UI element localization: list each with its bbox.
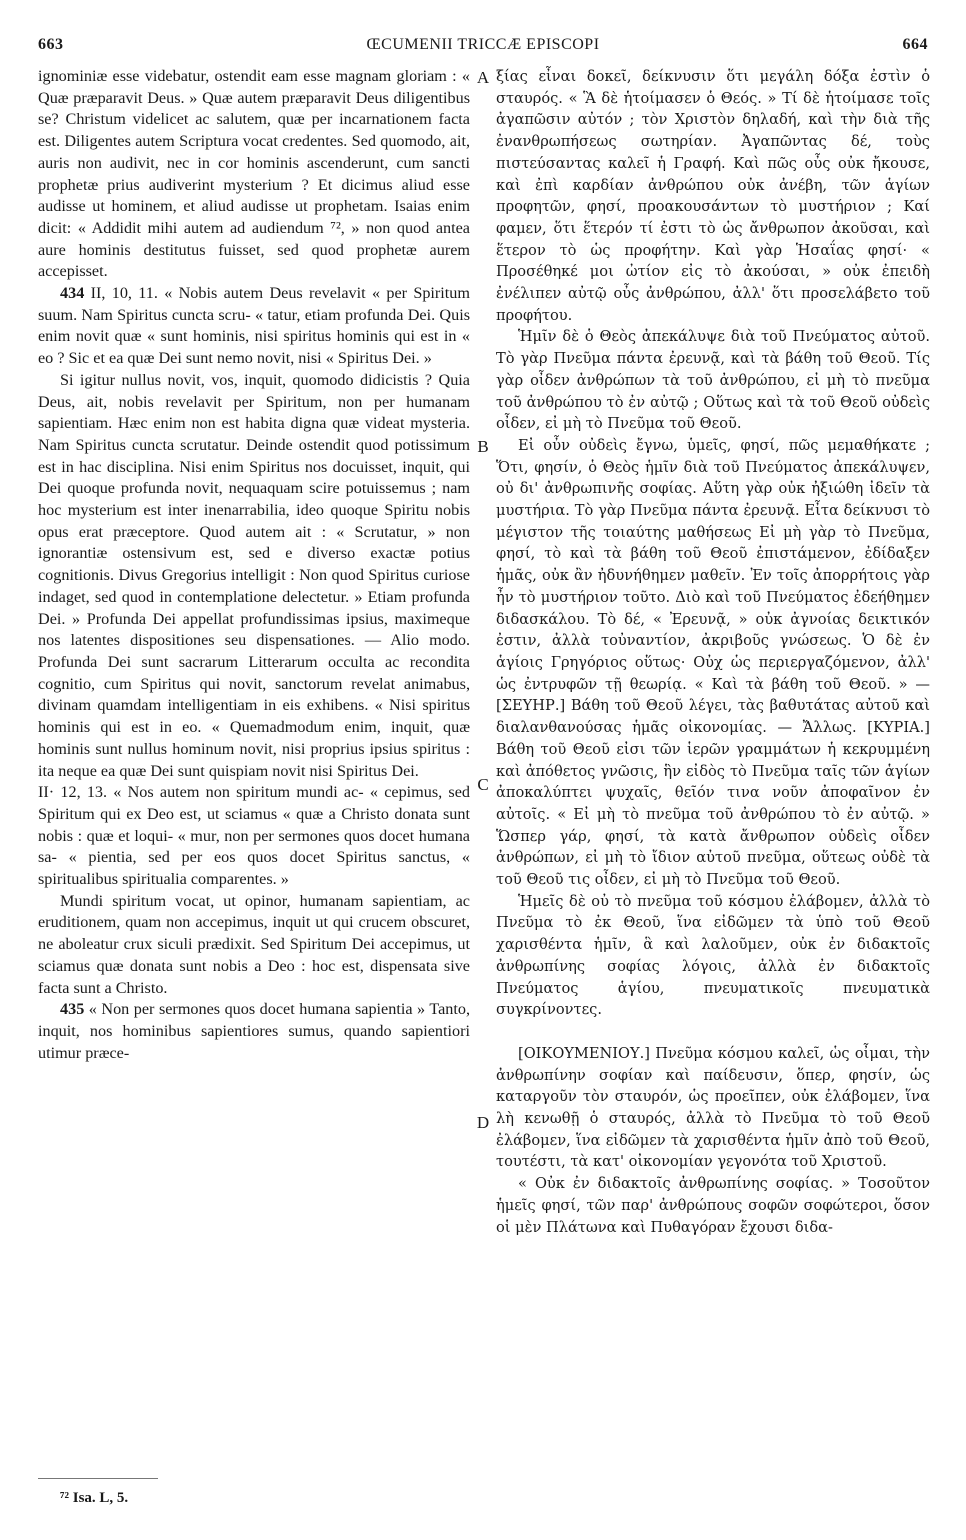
- latin-paragraph-1: ignominiæ esse videbatur, ostendit eam esse magnam gloriam : « Quæ præparavit Deus. » Quæ autem præparavit Deus diligentibus se? Christum videlicet ac salutem, quæ per incarnationem facta est. Diligentes autem Scriptura vocat credentes. Sed quomodo, ait, auris non audivit, nec in cor hominis ascenderunt, cum sancti prophetæ prius audiverint mysterium ? Et dicimus aliud esse audisse ut hominem, et aliud audisse ut prophetam. Isaias enim dicit: « Addidit mihi autem ad audiendum ⁷², » non quod antea aure hominis destitutus fuisset, sed quod prophetæ aurem accepisset.: [38, 67, 470, 281]
- greek-paragraph-1: ξίας εἶναι δοκεῖ, δείκνυσιν ὅτι μεγάλη δόξα ἐστὶν ὁ σταυρός. « Ἃ δὲ ἡτοίμασεν ὁ Θεός. » Τί δὲ ἡτοίμασε τοῖς ἀγαπῶσιν αὐτόν ; τὸν Χριστὸν δηλαδή, καὶ τὴν διὰ τῆς ἐνανθρωπήσεως σωτηρίαν. Ἀγαπῶντας δέ, τοὺς πιστεύσαντας καλεῖ ἡ Γραφή. Καὶ πῶς οὖς οὐκ ἤκουσε, καὶ ἐπὶ καρδίαν ἀνθρώπου οὐκ ἀνέβη, τῶν ἁγίων προφητῶν, φησί, προακουσάντων τὸ μυστήριον ; Καί φαμεν, ὅτι ἕτερόν τί ἐστι τὸ ὡς ἄνθρωπον ἀκοῦσαι, καὶ ἕτερον τὸ ὡς προφήτην. Καὶ γὰρ Ἡσαΐας φησί· « Προσέθηκέ μοι ὠτίον εἰς τὸ ἀκούσαι, » οὐκ ἐπειδὴ ἐνέλιπεν αὐτῷ οὖς ἀνθρώπου, ἀλλ' ὅτι προσελάβετο τοῦ προφήτου.: [496, 68, 930, 324]
- margin-letter-c: C: [477, 775, 489, 794]
- greek-paragraph-6: « Οὐκ ἐν διδακτοῖς ἀνθρωπίνης σοφίας. » Τοσοῦτον ἡμεῖς φησί, τῶν παρ' ἀνθρώπους σοφῶν σοφώτεροι, ὅσον οἱ μὲν Πλάτωνα καὶ Πυθαγόραν ἔχουσι διδα-: [496, 1175, 930, 1236]
- section-number-435: 435: [60, 1000, 85, 1019]
- running-title: ŒCUMENII TRICCÆ EPISCOPI: [366, 36, 600, 53]
- greek-paragraph-3: Εἰ οὖν οὐδεὶς ἔγνω, ὑμεῖς, φησί, πῶς μεμαθήκατε ; Ὅτι, φησίν, ὁ Θεὸς ἡμῖν διὰ τοῦ Πνεύματος ἀπεκάλυψεν, οὐ δι' ἀνθρωπινῆς σοφίας. Αὕτη γὰρ οὐκ ἠξιώθη ἰδεῖν τὰ μυστήρια. Τὸ γὰρ Πνεῦμα πάντα ἐρευνᾷ. Εἶτα δείκνυσι τὸ μέγιστον τῆς τοιαύτης μαθήσεως Εἰ μὴ γὰρ τὸ Πνεῦμα, φησί, τὸ καὶ τὰ βάθη τοῦ Θεοῦ ἐπιστάμενον, ἐδίδαξεν ἡμᾶς, οὐκ ἂν ἠδυνήθημεν μαθεῖν. Ἐν τοῖς ἀπορρήτοις γὰρ ἦν τὸ μυστήριον τοῦτο. Διὸ καὶ τοῦ Πνεύματος ἐδεήθημεν διδασκάλου. Τὸ δέ, « Ἐρευνᾷ, » οὐκ ἀγνοίας δεικτικόν ἐστιν, ἀλλὰ τοὐναντίον, ἀκριβοῦς γνώσεως. Ὁ δὲ ἐν ἁγίοις Γρηγόριος οὕτως· Οὐχ ὡς περιεργαζόμενον, ἀλλ' ὡς ἐντρυφῶν τῇ θεωρίᾳ. « Καὶ τὰ βάθη τοῦ Θεοῦ. » — [ΣΕΥΗΡ.] Βάθη τοῦ Θεοῦ λέγει, τὰς βαθυτάτας αὐτοῦ καὶ διαλανθανούσας ἡμᾶς οἰκονομίας. — Ἄλλως. [ΚΥΡΙΑ.] Βάθη τοῦ Θεοῦ εἰσι τῶν ἱερῶν γραμμάτων ἡ κεκρυμμένη καὶ ἀπόθετος γνῶσις, ἣν εἰδὸς τὸ Πνεῦμα ταῖς τῶν ἁγίων ἀποκαλύπτει ψυχαῖς, θεῖόν τινα νοῦν ἀποφαῖνον ἐν αὐτοῖς. « Εἰ μὴ τὸ πνεῦμα τοῦ ἀνθρώπου τὸ ἐν αὐτῷ. » Ὥσπερ γάρ, φησί, τὰ κατὰ ἄνθρωπον οὐδεὶς οἶδεν ἀνθρώπων, εἰ μὴ τὸ ἴδιον αὐτοῦ πνεῦμα, οὕτεως οὐδὲ τὰ τοῦ Θεοῦ τις οἶδεν, εἰ μὴ τὸ Πνεῦμα τοῦ Θεοῦ.: [496, 436, 930, 889]
- footnote: ⁷² Isa. L, 5.: [60, 1490, 129, 1506]
- latin-paragraph-3: Si igitur nullus novit, vos, inquit, quomodo didicistis ? Quia Deus, ait, nobis revelavit per Spiritum, non per humanam sapientiam. Hæc enim non est habita digna quæ videat mysteria. Nam Spiritus cuncta scrutatur. Deinde ostendit quod potissimum est in hac disciplina. Nisi enim Spiritus nos docuisset, inquit, qui Dei quoque profunda novit, nequaquam scire potuissemus ; nam hoc mysterium est inter inenarrabilia, ideo quoque Spiritu nobis opus erat præceptore. Quod autem ait : « Scrutatur, » non ignorantiæ ostensivum est, sed e diverso exactæ potius cognitionis. Divus Gregorius intelligit : Non quod Spiritus curiose indaget, sed quod in contemplatione delectetur. » Etiam profunda Dei. » Profunda Dei appellat profundissimas ipsius, maximeque nos latentes dispositiones seu dispensationes. — Alio modo. Profunda Dei sunt sacrarum Litterarum occulta ac recondita cognitio, cum Spiritus qui novit, sanctorum revelat animabus, divinam quamdam intelligentiam in eis exhibens. « Nisi spiritus hominis qui est in eo. « Quemadmodum enim, inquit, quæ hominis sunt nullus hominum novit, nisi proprius ipsius spiritus : ita neque ea quæ Dei sunt quispiam novit nisi Spiritus Dei.: [38, 370, 470, 780]
- page-number-right: 664: [902, 36, 928, 53]
- margin-letter-b: B: [477, 437, 489, 456]
- section-number-434: 434: [60, 284, 85, 303]
- greek-paragraph-4: Ἡμεῖς δὲ οὐ τὸ πνεῦμα τοῦ κόσμου ἐλάβομεν, ἀλλὰ τὸ Πνεῦμα τὸ ἐκ Θεοῦ, ἵνα εἰδῶμεν τὰ ὑπὸ τοῦ Θεοῦ χαρισθέντα ἡμῖν, ἃ καὶ λαλοῦμεν, οὐκ ἐν διδακτοῖς ἀνθρωπίνης σοφίας λόγοις, ἀλλὰ ἐν διδακτοῖς Πνεύματος ἁγίου, πνευματικοῖς πνευματικὰ συγκρίνοντες.: [496, 892, 930, 1019]
- latin-paragraph-2: II, 10, 11. « Nobis autem Deus revelavit « per Spiritum suum. Nam Spiritus cuncta scru- « tatur, etiam profunda Dei. Quis enim novit quæ « sunt hominis, nisi spiritus hominis qui est in « eo ? Sic et ea quæ Dei sunt nemo novit, nisi « Spiritus Dei. »: [38, 284, 470, 368]
- greek-column: [496, 66, 930, 1238]
- latin-column: [38, 66, 470, 1064]
- latin-section-434: [38, 283, 470, 370]
- footnote-divider: [38, 1478, 158, 1479]
- greek-paragraph-2: Ἡμῖν δὲ ὁ Θεὸς ἀπεκάλυψε διὰ τοῦ Πνεύματος αὐτοῦ. Τὸ γὰρ Πνεῦμα πάντα ἐρευνᾷ, καὶ τὰ βάθη τοῦ Θεοῦ. Τίς γὰρ οἶδεν ἀνθρώπων τὰ τοῦ ἀνθρώπου, εἰ μὴ τὸ πνεῦμα τοῦ ἀνθρώπου τὸ ἐν αὐτῷ ; Οὕτως καὶ τὰ τοῦ Θεοῦ οὐδεὶς οἶδεν, εἰ μὴ τὸ Πνεῦμα τοῦ Θεοῦ.: [496, 328, 930, 433]
- latin-paragraph-4: II· 12, 13. « Nos autem non spiritum mundi ac- « cepimus, sed Spiritum qui ex Deo est, ut sciamus « quæ a Christo donata sunt nobis : quæ et loqui- « mur, non per sermones quos docet humana sa- « pientia, sed per eos quos docet Spiritus sanctus, « spiritualibus spiritualia comparentes. »: [38, 783, 470, 889]
- greek-paragraph-5: [ΟΙΚΟΥΜΕΝΙΟΥ.] Πνεῦμα κόσμου καλεῖ, ὡς οἶμαι, τὴν ἀνθρωπίνην σοφίαν καὶ παίδευσιν, ὅπερ, φησίν, ὡς καταργοῦν τὸν σταυρόν, ὡς προεῖπεν, οὐκ ἐλάβομεν, ἵνα λὴ κενωθῇ ὁ σταυρός, ἀλλὰ τὸ Πνεῦμα τὸ τοῦ Θεοῦ ἐλάβομεν, ἵνα εἰδῶμεν τὰ χαρισθέντα ἡμῖν ἀπὸ τοῦ Θεοῦ, τουτέστι, τὰ κατ' οἰκονομίαν γεγονότα τοῦ Χριστοῦ.: [496, 1044, 930, 1171]
- margin-letter-a: A: [476, 68, 490, 87]
- margin-letter-d: D: [476, 1113, 490, 1132]
- latin-section-435: [38, 999, 470, 1064]
- latin-paragraph-5: Mundi spiritum vocat, ut opinor, humanam sapientiam, ac eruditionem, quam non accepimus, inquit ut qui crucem obscuret, ne aboleatur crux siculi prædixit. Sed Spiritum Dei accepimus, ut sciamus quæ donata sunt nobis a Deo : hoc est, dispensata sive facta sunt a Christo.: [38, 891, 470, 997]
- running-header: [38, 36, 928, 58]
- latin-paragraph-6: « Non per sermones quos docet humana sapientia » Tanto, inquit, nos hominibus sapientiores sumus, quando sapientiori utimur præce-: [38, 1000, 470, 1062]
- page-number-left: 663: [38, 36, 64, 53]
